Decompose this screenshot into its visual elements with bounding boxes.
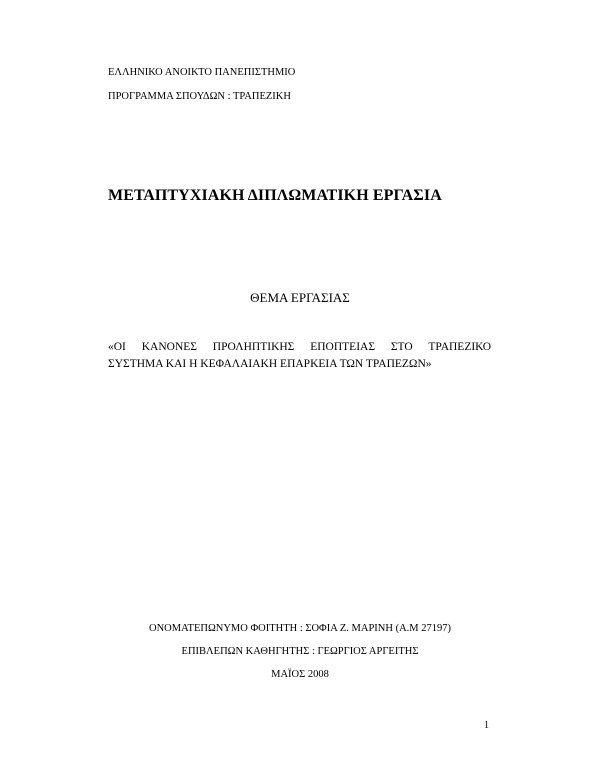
thesis-topic — [108, 339, 491, 373]
thesis-topic-line-2: ΣΥΣΤΗΜΑ ΚΑΙ Η ΚΕΦΑΛΑΙΑΚΗ ΕΠΑΡΚΕΙΑ ΤΩΝ ΤΡΑΠΕΖΩΝ» — [108, 358, 432, 370]
student-info: ΟΝΟΜΑΤΕΠΩΝΥΜΟ ΦΟΙΤΗΤΗ : ΣΟΦΙΑ Ζ. ΜΑΡΙΝΗ (Α.Μ 27197) — [149, 623, 451, 634]
subject-heading: ΘΕΜΑ ΕΡΓΑΣΙΑΣ — [250, 290, 350, 305]
program-name: ΠΡΟΓΡΑΜΜΑ ΣΠΟΥΔΩΝ : ΤΡΑΠΕΖΙΚΗ — [108, 91, 291, 102]
submission-date: ΜΑΪΟΣ 2008 — [271, 669, 329, 680]
university-name: ΕΛΛΗΝΙΚΟ ΑΝΟΙΚΤΟ ΠΑΝΕΠΙΣΤΗΜΙΟ — [108, 67, 296, 78]
supervisor-info: ΕΠΙΒΛΕΠΩΝ ΚΑΘΗΓΗΤΗΣ : ΓΕΩΡΓΙΟΣ ΑΡΓΕΙΤΗΣ — [181, 646, 419, 657]
thesis-topic-line-1: «ΟΙ ΚΑΝΟΝΕΣ ΠΡΟΛΗΠΤΙΚΗΣ ΕΠΟΠΤΕΙΑΣ ΣΤΟ ΤΡΑΠΕΖΙΚΟ — [108, 341, 491, 353]
page-number: 1 — [484, 720, 489, 731]
document-title: ΜΕΤΑΠΤΥΧΙΑΚΗ ΔΙΠΛΩΜΑΤΙΚΗ ΕΡΓΑΣΙΑ — [108, 187, 442, 204]
